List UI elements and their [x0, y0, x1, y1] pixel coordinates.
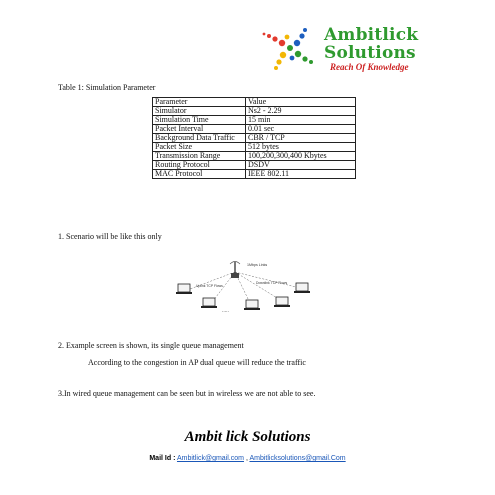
laptop-icon — [294, 283, 310, 293]
pinwheel-logo-icon — [258, 24, 322, 72]
email-link-2[interactable]: Ambitlicksolutions@gmail.Com — [249, 455, 346, 462]
network-diagram — [170, 256, 320, 326]
table-cell: 512 bytes — [246, 143, 356, 152]
table-cell: Background Data Traffic — [153, 134, 246, 143]
table-cell: Simulation Time — [153, 116, 246, 125]
email-link-1[interactable]: Ambitlick@gmail.com — [176, 455, 244, 462]
table-cell: DSDV — [246, 161, 356, 170]
scenario-diagram — [170, 256, 320, 326]
table-row — [153, 170, 356, 179]
company-logo — [258, 24, 458, 74]
table-cell: Ns2 - 2.29 — [246, 107, 356, 116]
table-header-cell: Value — [246, 98, 356, 107]
table-cell: Packet Size — [153, 143, 246, 152]
table-caption: Table 1: Simulation Parameter — [58, 83, 156, 92]
table-cell: Routing Protocol — [153, 161, 246, 170]
table-cell: Packet Interval — [153, 125, 246, 134]
table-cell: IEEE 802.11 — [246, 170, 356, 179]
table-cell: Transmission Range — [153, 152, 246, 161]
table-cell: 15 min — [246, 116, 356, 125]
table-cell: CBR / TCP — [246, 134, 356, 143]
laptop-icon — [274, 297, 290, 307]
logo-name-line2: Solutions — [324, 43, 416, 63]
table-cell: Simulator — [153, 107, 246, 116]
footer-mail — [0, 455, 495, 462]
logo-name-line1: Ambitlick — [324, 25, 419, 45]
footer-title: Ambit lick Solutions — [184, 429, 311, 445]
access-point-icon — [230, 262, 240, 279]
diagram-top-label: 1Mbps Links — [247, 263, 268, 267]
diagram-dots: ..... — [222, 308, 229, 314]
point-2-text: 2. Example screen is shown, its single queue management — [58, 341, 244, 350]
table-cell: 100,200,300,400 Kbytes — [246, 152, 356, 161]
diagram-left-label: Uplink TCP Flows — [196, 284, 223, 288]
laptop-icon — [201, 298, 217, 308]
point-3-text: 3.In wired queue management can be seen but in wireless we are not able to see. — [58, 389, 316, 398]
table-cell: 0.01 sec — [246, 125, 356, 134]
simulation-parameter-table — [152, 97, 356, 179]
diagram-right-label: Downlink TCP Flows — [256, 281, 288, 285]
laptop-icon — [244, 300, 260, 310]
mail-label: Mail Id : — [149, 455, 176, 462]
table-cell: MAC Protocol — [153, 170, 246, 179]
point-2-subtext: According to the congestion in AP dual queue will reduce the traffic — [88, 358, 306, 367]
table-header-cell: Parameter — [153, 98, 246, 107]
logo-tagline: Reach Of Knowledge — [330, 62, 409, 72]
email-separator: , — [245, 455, 248, 462]
point-1-text: 1. Scenario will be like this only — [58, 232, 162, 241]
logo-name — [324, 26, 464, 62]
laptop-icon — [176, 284, 192, 294]
